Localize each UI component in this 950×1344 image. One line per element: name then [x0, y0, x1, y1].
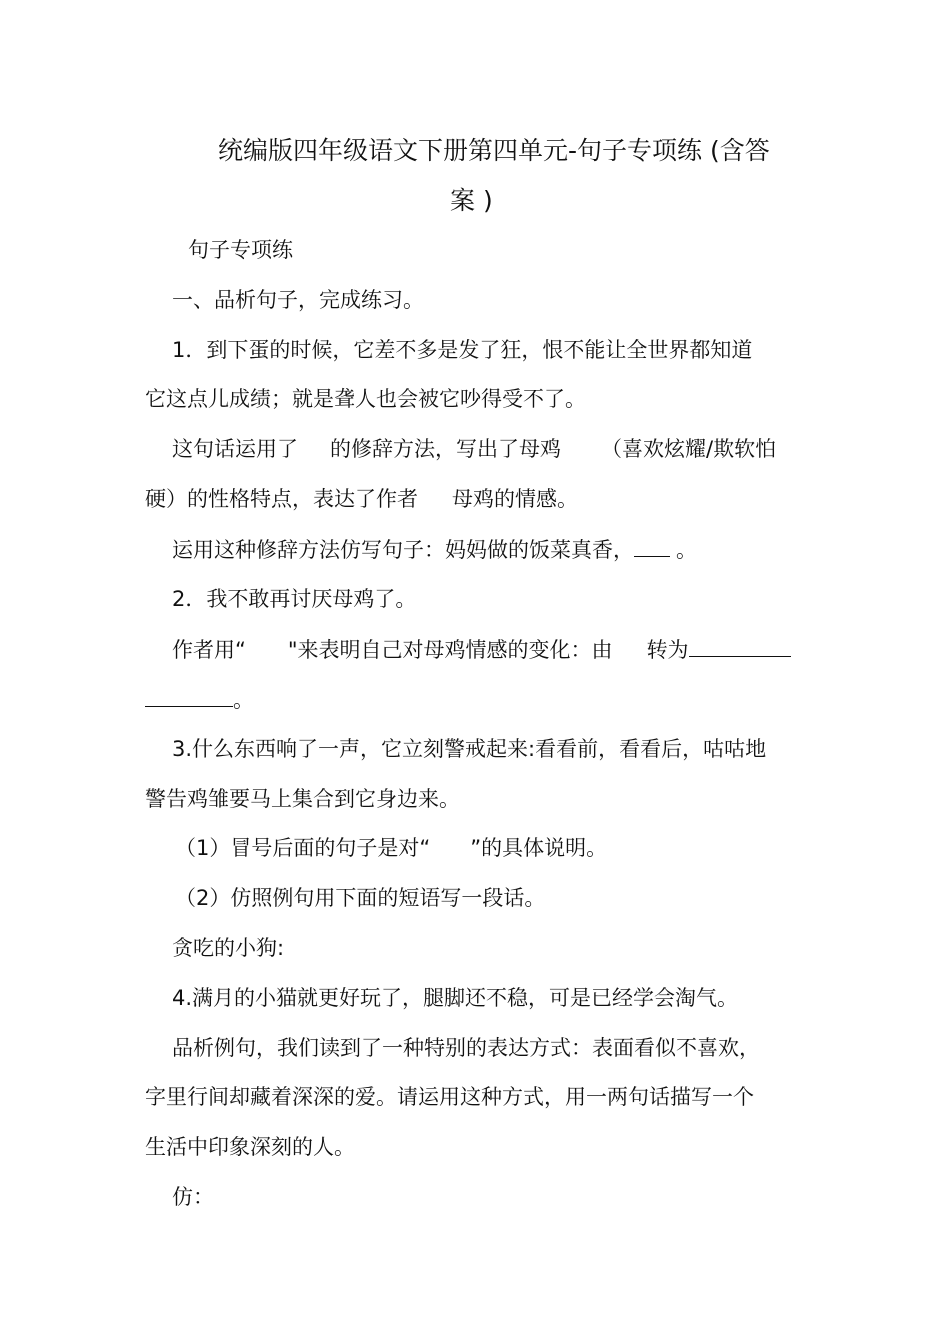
question-3-sub2: （2）仿照例句用下面的短语写一段话。 [175, 886, 546, 910]
fill-text: "来表明自己对母鸡情感的变化：由 [287, 638, 613, 662]
answer-blank[interactable] [634, 534, 670, 557]
question-4-analysis-line1: 品析例句，我们读到了一种特别的表达方式：表面看似不喜欢， [172, 1036, 760, 1060]
question-1-line2: 它这点儿成绩；就是聋人也会被它吵得受不了。 [145, 387, 586, 411]
question-1-line1: 1．到下蛋的时候，它差不多是发了狂，恨不能让全世界都知道 [172, 338, 753, 362]
fill-text: 母鸡的情感。 [452, 487, 578, 511]
question-4-analysis-line2: 字里行间却藏着深深的爱。请运用这种方式，用一两句话描写一个 [145, 1085, 754, 1109]
question-3-sub1 [175, 833, 607, 863]
page-title-line1: 统编版四年级语文下册第四单元-句子专项练 (含答 [218, 136, 770, 165]
fill-text: 硬）的性格特点，表达了作者 [145, 487, 418, 511]
question-2: 2．我不敢再讨厌母鸡了。 [172, 587, 417, 611]
subtitle: 句子专项练 [188, 238, 293, 262]
fill-text: 作者用“ [172, 638, 246, 662]
fill-text: 。 [676, 538, 697, 562]
section-heading: 一、品析句子，完成练习。 [172, 288, 424, 312]
question-2-fill-line2 [145, 684, 254, 715]
answer-blank[interactable] [145, 684, 233, 707]
imitate-label: 仿： [172, 1185, 214, 1209]
fill-text: 运用这种修辞方法仿写句子：妈妈做的饭菜真香， [172, 538, 634, 562]
answer-blank[interactable] [689, 634, 791, 657]
question-2-fill [172, 634, 791, 665]
question-4: 4.满月的小猫就更好玩了，腿脚还不稳，可是已经学会淘气。 [172, 986, 739, 1010]
fill-text: 转为 [646, 638, 689, 662]
question-1-fill-line2 [145, 484, 578, 514]
question-1-imitate [172, 534, 697, 565]
fill-text: 这句话运用了 [172, 437, 298, 461]
question-3-line1: 3.什么东西响了一声，它立刻警戒起来:看看前，看看后，咕咕地 [172, 737, 767, 761]
fill-text: 的修辞方法，写出了母鸡 [330, 437, 561, 461]
question-3-phrase: 贪吃的小狗: [172, 936, 285, 960]
question-1-fill-line1 [172, 434, 776, 464]
fill-text: （喜欢炫耀/欺软怕 [601, 437, 777, 461]
fill-text: 。 [233, 688, 254, 712]
fill-text: ”的具体说明。 [470, 836, 608, 860]
fill-text: （1）冒号后面的句子是对“ [175, 836, 431, 860]
page-title-line2: 案 ) [450, 186, 493, 215]
question-4-analysis-line3: 生活中印象深刻的人。 [145, 1135, 355, 1159]
question-3-line2: 警告鸡雏要马上集合到它身边来。 [145, 787, 460, 811]
